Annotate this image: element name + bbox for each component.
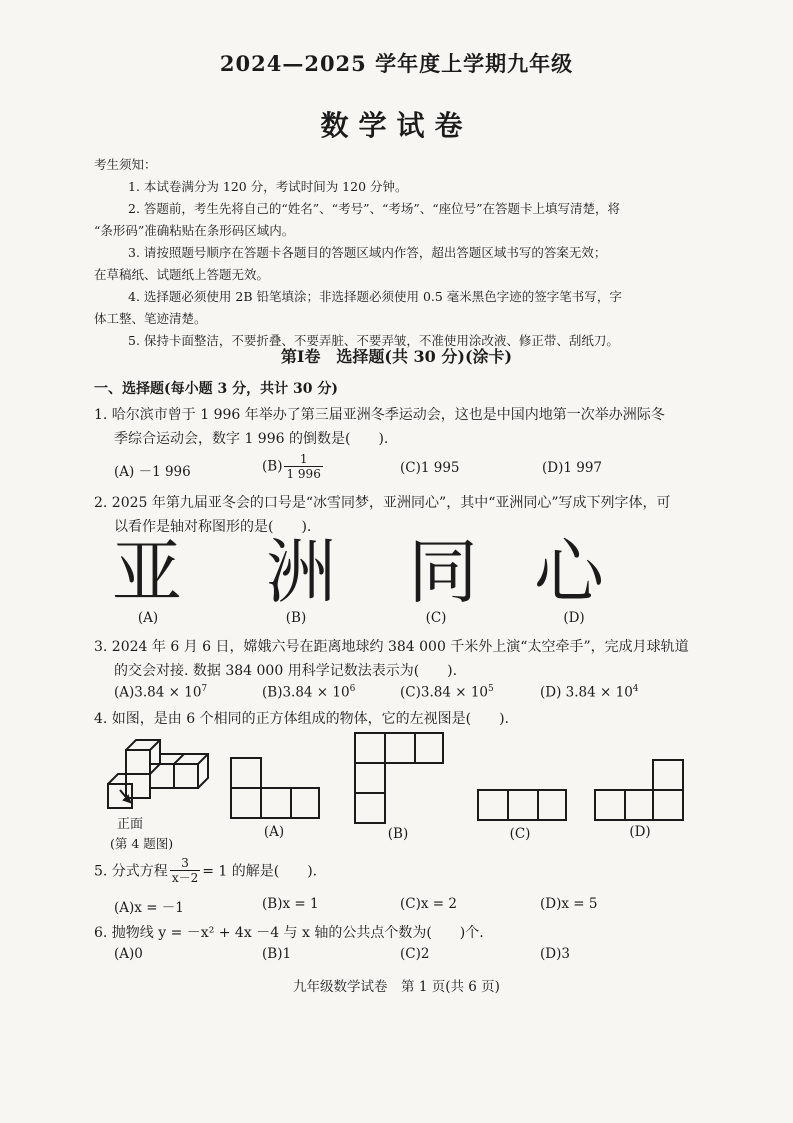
notice-item: 1. 本试卷满分为 120 分，考试时间为 120 分钟。: [128, 179, 408, 194]
notice-item: “条形码”准确粘贴在条形码区域内。: [94, 223, 295, 238]
q6-option-d: (D)3: [540, 946, 570, 962]
q4-view-a: [229, 754, 321, 822]
question-3-line2: 的交会对接. 数据 384 000 用科学记数法表示为( ).: [114, 663, 458, 679]
q5-option-d: (D)x = 5: [540, 896, 598, 912]
q4-label-b: (B): [387, 826, 409, 842]
notice-item: 3. 请按照题号顺序在答题卡各题目的答题区域内作答，超出答题区域书写的答案无效；: [128, 245, 607, 260]
q2-label-c: (C): [425, 610, 447, 626]
char-ya: 亚: [112, 531, 182, 613]
q6-option-b: (B)1: [262, 946, 292, 962]
q4-view-c: [476, 788, 568, 824]
question-5: 5. 分式方程 $\frac{3}{x-2}$ = 1 的解是( ).: [94, 856, 318, 885]
q1-option-a: (A) －1 996: [114, 464, 191, 480]
q2-label-b: (B): [285, 610, 307, 626]
char-tong: 同: [408, 531, 478, 613]
question-4-line1: 4. 如图，是由 6 个相同的正方体组成的物体，它的左视图是( ).: [94, 711, 509, 727]
q2-label-d: (D): [563, 610, 585, 626]
section-title: 第Ⅰ卷 选择题(共 30 分)(涂卡): [280, 347, 513, 366]
q5-option-b: (B)x = 1: [262, 896, 319, 912]
notice-item: 在草稿纸、试题纸上答题无效。: [94, 267, 270, 282]
exam-year-title: 2024—2025 学年度上学期九年级: [219, 51, 574, 76]
notice-item: 5. 保持卡面整洁，不要折叠、不要弄脏、不要弄皱，不准使用涂改液、修正带、刮纸刀。: [128, 333, 619, 348]
q1-option-c: (C)1 995: [400, 460, 460, 476]
part-title: 一、选择题(每小题 3 分，共计 30 分): [94, 381, 338, 397]
char-xin: 心: [534, 531, 604, 613]
cube-solid-figure: [100, 734, 220, 818]
notice-heading: 考生须知：: [94, 157, 157, 172]
q3-option-a: $(A)3.84 \times 10^7$: [114, 684, 208, 701]
char-zhou: 洲: [266, 531, 336, 613]
question-6: 6. 抛物线 y = －x² + 4x －4 与 x 轴的公共点个数为( )个.: [94, 925, 484, 941]
q5-option-c: (C)x = 2: [400, 896, 457, 912]
exam-subject-title: 数学试卷: [320, 109, 473, 142]
front-label: 正面: [117, 817, 144, 832]
q4-view-b: [353, 731, 445, 827]
q1-option-d: (D)1 997: [542, 460, 603, 476]
question-2-line1: 2. 2025 年第九届亚冬会的口号是“冰雪同梦，亚洲同心”，其中“亚洲同心”写成下列字体，可: [94, 495, 671, 511]
figure-caption: (第 4 题图): [110, 836, 174, 851]
q3-option-b: $(B)3.84 \times 10^6$: [262, 684, 356, 701]
q4-label-a: (A): [263, 824, 285, 840]
q3-option-c: $(C)3.84 \times 10^5$: [400, 684, 494, 701]
q6-option-a: (A)0: [114, 946, 143, 962]
question-3-line1: 3. 2024 年 6 月 6 日，嫦娥六号在距离地球约 384 000 千米外上演“太空牵手”，完成月球轨道: [94, 639, 689, 655]
q3-option-d: (D) $3.84 \times 10^4$: [540, 684, 639, 701]
question-1-line2: 季综合运动会，数字 1 996 的倒数是( ).: [114, 431, 389, 447]
question-2-line2: 以看作是轴对称图形的是( ).: [114, 519, 312, 535]
notice-item: 2. 答题前，考生先将自己的“姓名”、“考号”、“考场”、“座位号”在答题卡上填写清楚，将: [128, 201, 621, 216]
q2-label-a: (A): [137, 610, 159, 626]
notice-item: 4. 选择题必须使用 2B 铅笔填涂；非选择题必须使用 0.5 毫米黑色字迹的签字笔书写，字: [128, 289, 622, 304]
q5-option-a: (A)x = －1: [114, 900, 184, 916]
q4-view-d: [593, 758, 685, 824]
q4-label-c: (C): [509, 826, 531, 842]
q1-option-b: (B) $\frac{1}{1 996}$: [262, 452, 321, 481]
q6-option-c: (C)2: [400, 946, 430, 962]
question-1-line1: 1. 哈尔滨市曾于 1 996 年举办了第三届亚洲冬季运动会，这也是中国内地第一次举办洲际冬: [94, 407, 665, 423]
page-footer: 九年级数学试卷 第 1 页(共 6 页): [293, 979, 500, 995]
q4-label-d: (D): [629, 824, 651, 840]
notice-item: 体工整、笔迹清楚。: [94, 311, 207, 326]
